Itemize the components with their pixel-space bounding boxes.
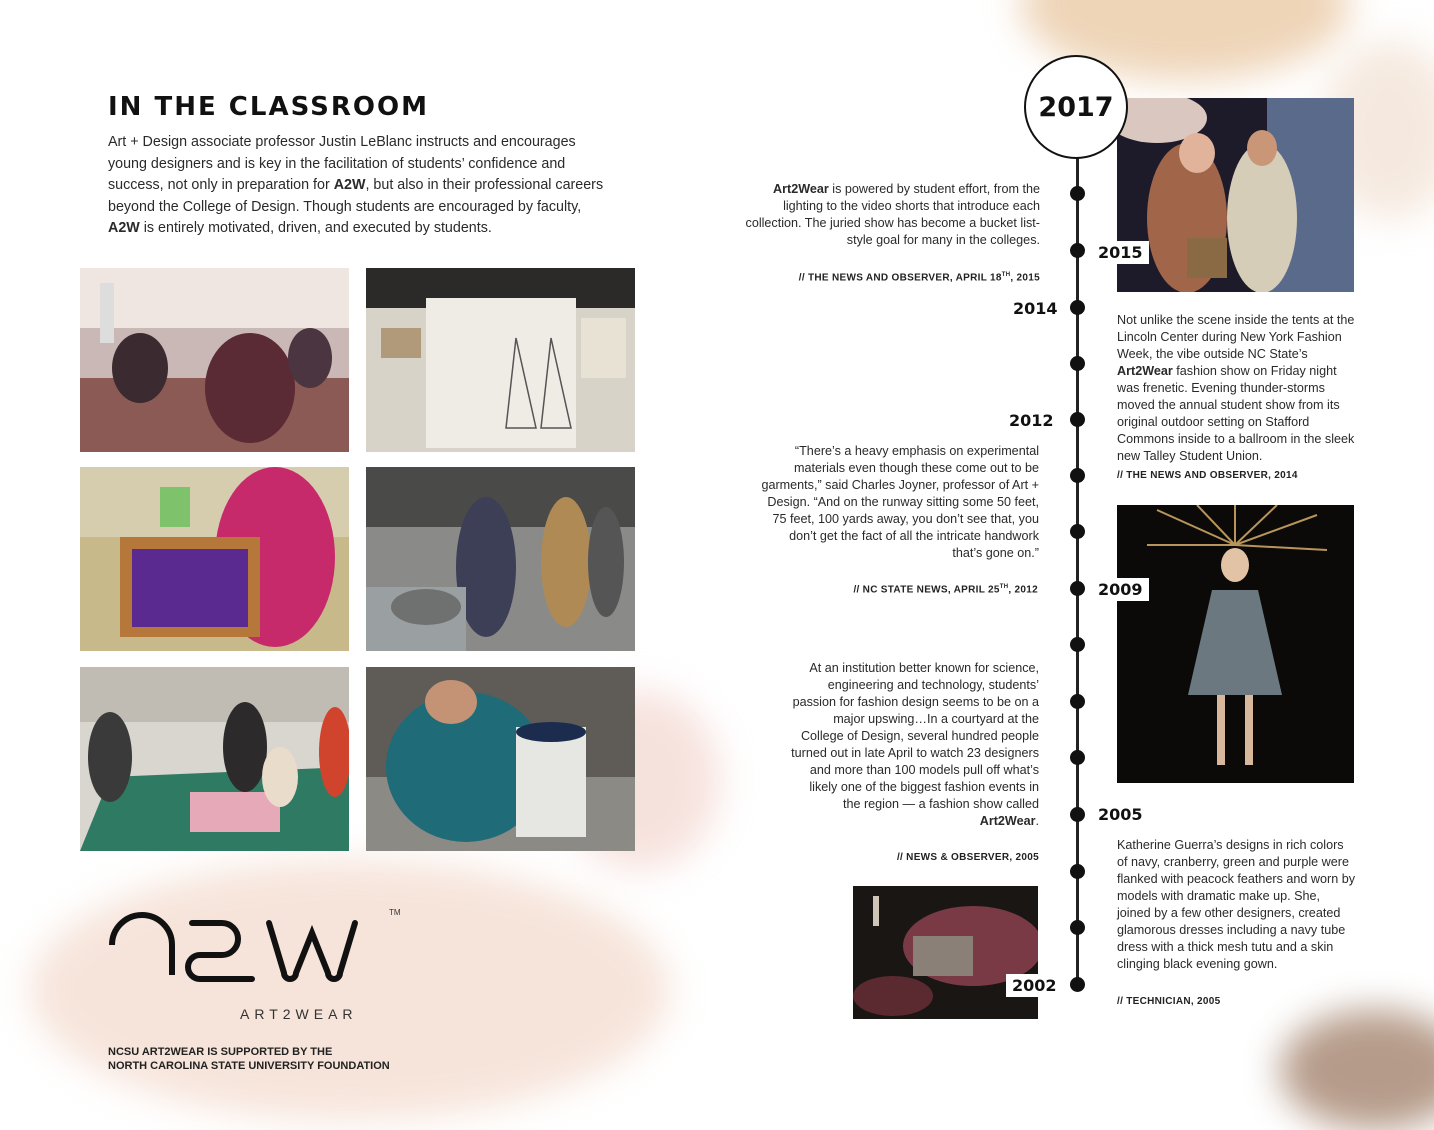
intro-paragraph: Art + Design associate professor Justin LeBlanc instructs and encourages young designers and is key in the facilitation of students’ confidence and success, not only in preparation for A2W, but also in their professional careers beyond the College of Design. Though students are encouraged by faculty, A2W is entirely motivated, driven, and executed by students. bbox=[108, 134, 604, 237]
runway-photo-courtyard bbox=[853, 886, 1038, 1019]
entry-2012-source: // NC STATE NEWS, APRIL 25TH, 2012 bbox=[853, 584, 1038, 596]
year-label-2015: 2015 bbox=[1092, 241, 1149, 264]
classroom-photo-dye-lab bbox=[366, 467, 635, 651]
runway-photo-feather-dress bbox=[1117, 505, 1354, 783]
timeline-dot bbox=[1070, 243, 1085, 258]
classroom-photo-screen-printing bbox=[80, 467, 349, 651]
timeline-dot bbox=[1070, 977, 1085, 992]
entry-2014-text: Not unlike the scene inside the tents at the Lincoln Center during New York Fashion Week, the vibe outside NC State’s Art2Wear fashion show on Friday night was frenetic. Evening thunder-storms moved the annual student show from its original outdoor setting on Stafford Commons inside to a ballroom in the sleek new Talley Student Union. bbox=[1117, 313, 1355, 463]
svg-text:TM: TM bbox=[389, 908, 401, 917]
runway-photo-children bbox=[1117, 98, 1354, 292]
logo-tagline: ART2WEAR bbox=[240, 1006, 358, 1022]
entry-2005-technician-text: Katherine Guerra’s designs in rich colors of navy, cranberry, green and purple were flanked with peacock feathers and worn by models with dramatic make up. She, joined by a few other designers, created glamorous dresses including a navy tube dress with a thick mesh tutu and a skin clinging black evening gown. bbox=[1117, 838, 1356, 971]
timeline-dot bbox=[1070, 750, 1085, 765]
watercolor-blob-bottom-right bbox=[1280, 1010, 1434, 1130]
classroom-photo-dye-bucket bbox=[366, 667, 635, 851]
timeline-dot bbox=[1070, 920, 1085, 935]
timeline-dot bbox=[1070, 637, 1085, 652]
year-label-2009: 2009 bbox=[1092, 578, 1149, 601]
timeline-line bbox=[1076, 150, 1079, 988]
entry-2005-technician-source: // TECHNICIAN, 2005 bbox=[1117, 996, 1221, 1007]
timeline-dot bbox=[1070, 807, 1085, 822]
timeline-dot bbox=[1070, 581, 1085, 596]
timeline-dot bbox=[1070, 468, 1085, 483]
year-label-2012: 2012 bbox=[1009, 411, 1054, 430]
entry-2005-news-source: // NEWS & OBSERVER, 2005 bbox=[896, 852, 1039, 863]
timeline-dot bbox=[1070, 524, 1085, 539]
timeline-dot bbox=[1070, 356, 1085, 371]
entry-2015-text: Art2Wear is powered by student effort, from the lighting to the video shorts that introduce each collection. The juried show has become a bucket list-style goal for many in the colleges. bbox=[745, 182, 1040, 247]
foundation-support-note: NCSU ART2WEAR IS SUPPORTED BY THE NORTH CAROLINA STATE UNIVERSITY FOUNDATION bbox=[108, 1046, 390, 1072]
timeline-dot bbox=[1070, 300, 1085, 315]
entry-2012-text: “There’s a heavy emphasis on experimental materials even though these come out to be garments,” said Charles Joyner, professor of Art + Design. “And on the runway sitting some 50 feet, 75 feet, 100 yards away, you don’t see that, you don’t get the fact of all the intricate handwork that’s gone on.” bbox=[761, 444, 1039, 560]
entry-2015-source: // THE NEWS AND OBSERVER, APRIL 18TH, 2015 bbox=[798, 272, 1040, 284]
year-label-2005: 2005 bbox=[1098, 805, 1143, 824]
entry-2014-source: // THE NEWS AND OBSERVER, 2014 bbox=[1117, 470, 1298, 481]
entry-2005-news-text: At an institution better known for science, engineering and technology, students’ passion for fashion design seems to be on a major upswing…In a courtyard at the College of Design, several hundred people turned out in late April to watch 23 designers and more than 100 models pull off what’s likely one of the biggest fashion events in the region — a fashion show called Art2Wear. bbox=[791, 661, 1039, 828]
timeline-dot bbox=[1070, 186, 1085, 201]
page-title: IN THE CLASSROOM bbox=[108, 92, 429, 122]
classroom-photo-fashion-sketches bbox=[366, 268, 635, 452]
current-year-badge: 2017 bbox=[1024, 55, 1128, 159]
classroom-photo-pattern-cutting bbox=[80, 667, 349, 851]
year-label-2002: 2002 bbox=[1006, 974, 1063, 997]
timeline-dot bbox=[1070, 412, 1085, 427]
timeline-dot bbox=[1070, 864, 1085, 879]
year-label-2014: 2014 bbox=[1013, 299, 1058, 318]
timeline-dot bbox=[1070, 694, 1085, 709]
classroom-photo-students-sewing bbox=[80, 268, 349, 452]
